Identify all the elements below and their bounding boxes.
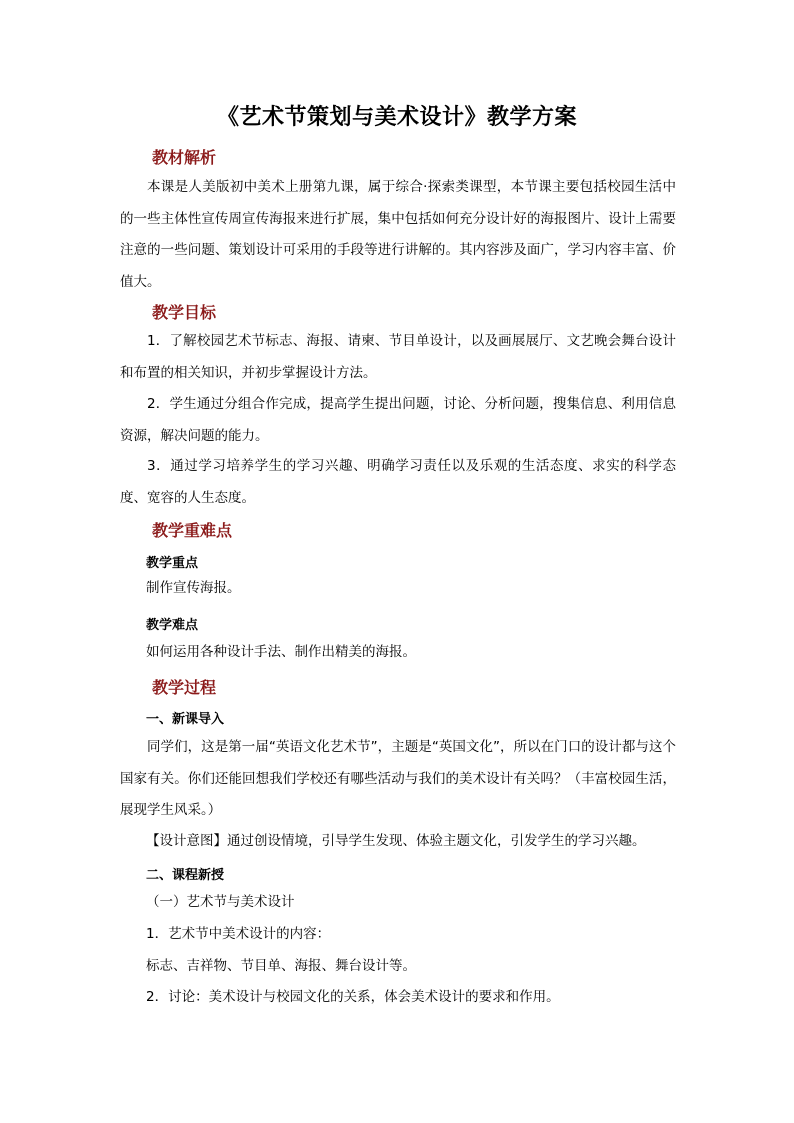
document-title: 《艺术节策划与美术设计》教学方案 [216,104,577,130]
section-heading-textbook-analysis: 教材解析 [152,148,217,167]
part-1-label: （一）艺术节与美术设计 [146,894,295,910]
goal-item-3: 3．通过学习培养学生的学习兴趣、明确学习责任以及乐观的生活态度、求实的科学态度、宽容的人生态度。 [120,458,676,506]
step-1-label: 一、新课导入 [146,712,225,727]
difficult-point-label: 教学难点 [146,618,199,633]
step-2-label: 二、课程新授 [146,868,225,883]
list-item-1: 1．艺术节中美术设计的内容： [146,926,331,942]
goal-item-2: 2．学生通过分组合作完成，提高学生提出问题，讨论、分析问题，搜集信息、利用信息资源，解决问题的能力。 [120,396,676,444]
section-heading-teaching-goals: 教学目标 [152,303,217,322]
difficult-point-text: 如何运用各种设计手法、制作出精美的海报。 [146,644,416,660]
goal-item-1: 1．了解校园艺术节标志、海报、请柬、节目单设计，以及画展展厅、文艺晚会舞台设计和布置的相关知识，并初步掌握设计方法。 [120,333,676,381]
design-intent-paragraph: 【设计意图】通过创设情境，引导学生发现、体验主题文化，引发学生的学习兴趣。 [146,833,646,849]
list-item-1-text: 标志、吉祥物、节目单、海报、舞台设计等。 [146,958,416,974]
step-1-paragraph: 同学们，这是第一届“英语文化艺术节”，主题是“英国文化”，所以在门口的设计都与这个国家有关。你们还能回想我们学校还有哪些活动与我们的美术设计有关吗？（丰富校园生活，展现学生风采。） [120,739,676,818]
key-point-text: 制作宣传海报。 [146,580,241,596]
section-heading-teaching-process: 教学过程 [152,678,217,697]
key-point-label: 教学重点 [146,556,199,571]
list-item-2: 2．讨论：美术设计与校园文化的关系，体会美术设计的要求和作用。 [146,989,560,1005]
textbook-analysis-paragraph: 本课是人美版初中美术上册第九课，属于综合·探索类课型，本节课主要包括校园生活中的一些主体性宣传周宣传海报来进行扩展，集中包括如何充分设计好的海报图片、设计上需要注意的一些问题、策划设计可采用的手段等进行讲解的。其内容涉及面广，学习内容丰富、价值大。 [120,179,676,290]
section-heading-key-difficult-points: 教学重难点 [152,521,233,540]
